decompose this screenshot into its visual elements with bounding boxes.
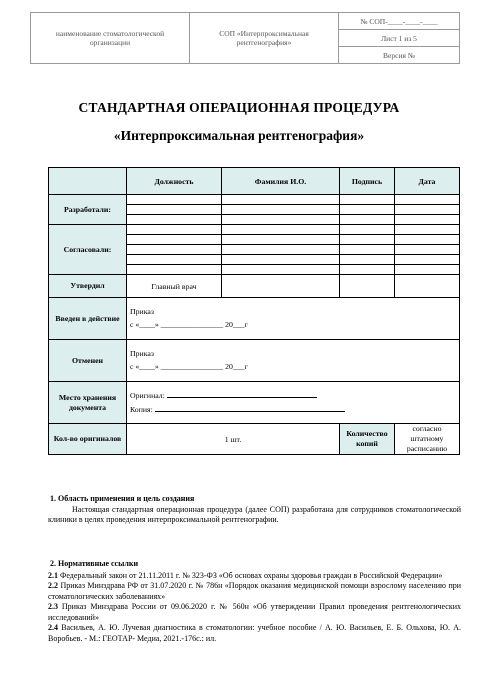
- field[interactable]: [222, 215, 340, 225]
- field[interactable]: [395, 265, 460, 275]
- field[interactable]: [127, 235, 222, 245]
- original-field[interactable]: [167, 389, 317, 398]
- field[interactable]: [222, 195, 340, 205]
- field[interactable]: [395, 205, 460, 215]
- field[interactable]: [127, 245, 222, 255]
- copies-count-label: Количество копий: [340, 424, 395, 455]
- storage-cell[interactable]: [127, 382, 460, 424]
- document-header: [30, 12, 460, 64]
- field[interactable]: [340, 205, 395, 215]
- section-1-text: Настоящая стандартная операционная процедура (далее СОП) разработана для сотрудников стоматологической клиники в целях проведения интерпроксимальной рентгенографии.: [48, 504, 461, 525]
- org-name: наименование стоматологической организации: [31, 13, 190, 64]
- row-developed-label: Разработали:: [49, 195, 127, 225]
- section-2: [48, 559, 461, 644]
- document-title: СТАНДАРТНАЯ ОПЕРАЦИОННАЯ ПРОЦЕДУРА: [78, 100, 400, 115]
- approval-table: [48, 167, 460, 455]
- field[interactable]: [395, 195, 460, 205]
- field[interactable]: [127, 205, 222, 215]
- field[interactable]: [395, 275, 460, 298]
- field[interactable]: [340, 195, 395, 205]
- row-agreed-label: Согласовали:: [49, 225, 127, 275]
- cancelled-order[interactable]: [127, 340, 460, 382]
- field[interactable]: [127, 265, 222, 275]
- col-position: Должность: [127, 168, 222, 195]
- field[interactable]: [222, 255, 340, 265]
- field[interactable]: [340, 215, 395, 225]
- field[interactable]: [340, 275, 395, 298]
- original-label: Оригинал:: [130, 391, 165, 401]
- field[interactable]: [222, 225, 340, 235]
- col-signature: Подпись: [340, 168, 395, 195]
- field[interactable]: [340, 225, 395, 235]
- originals-count-value: 1 шт.: [127, 424, 340, 455]
- reference-item: 2.4 Васильев, А. Ю. Лучевая диагностика в стоматологии: учебное пособие / А. Ю. Васильев, Е. Б. Ольхова, Ю. А. Воробьев. - М.: ГЕОТАР- Медиа, 2021.-176с.: ил.: [48, 623, 461, 643]
- order-word: Приказ: [130, 307, 154, 317]
- col-name: Фамилия И.О.: [222, 168, 340, 195]
- field[interactable]: [127, 225, 222, 235]
- introduced-order[interactable]: [127, 298, 460, 340]
- field[interactable]: [127, 215, 222, 225]
- field[interactable]: [222, 205, 340, 215]
- col-date: Дата: [395, 168, 460, 195]
- reference-item: 2.3 Приказ Минздрава России от 09.06.2020 г. № 560н «Об утверждении Правил проведения рентгенологических исследований»: [48, 602, 462, 622]
- order-date: с «____» ________________ 20___г: [130, 361, 248, 371]
- version-number: Версия №: [339, 47, 460, 64]
- field[interactable]: [127, 255, 222, 265]
- section-1: [48, 494, 461, 526]
- field[interactable]: [222, 265, 340, 275]
- field[interactable]: [340, 245, 395, 255]
- field[interactable]: [222, 275, 340, 298]
- copy-label: Копия:: [130, 404, 153, 414]
- field[interactable]: [127, 195, 222, 205]
- section-2-title: 2. Нормативные ссылки: [50, 559, 139, 568]
- order-word: Приказ: [130, 349, 154, 359]
- sop-number: № СОП-____-____-____: [339, 13, 460, 30]
- originals-count-label: Кол-во оригиналов: [49, 424, 127, 455]
- copy-field[interactable]: [155, 403, 345, 412]
- section-1-title: 1. Область применения и цель создания: [50, 494, 195, 503]
- field[interactable]: [340, 265, 395, 275]
- corner-cell: [49, 168, 127, 195]
- field[interactable]: [222, 245, 340, 255]
- reference-item: 2.2 Приказ Минздрава РФ от 31.07.2020 г. № 786н «Порядок оказания медицинской помощи взрослому населению при стоматологических заболеваниях»: [48, 581, 462, 601]
- row-storage-label: Место хранения документа: [49, 382, 127, 424]
- order-date: с «____» ________________ 20___г: [130, 319, 248, 329]
- sop-name: СОП «Интерпроксимальная рентгенография»: [190, 13, 339, 64]
- field[interactable]: [395, 235, 460, 245]
- row-cancelled-label: Отменен: [49, 340, 127, 382]
- field[interactable]: [340, 255, 395, 265]
- reference-item: 2.1 Федеральный закон от 21.11.2011 г. № 323-ФЗ «Об основах охраны здоровья граждан в Российской Федерации»: [48, 570, 443, 580]
- field[interactable]: [395, 245, 460, 255]
- field[interactable]: [395, 215, 460, 225]
- field[interactable]: [395, 225, 460, 235]
- row-introduced-label: Введен в действие: [49, 298, 127, 340]
- approved-position: Главный врач: [127, 275, 222, 298]
- sheet-number: Лист 1 из 5: [339, 30, 460, 47]
- row-approved-label: Утвердил: [49, 275, 127, 298]
- document-subtitle: «Интерпроксимальная рентгенография»: [113, 128, 365, 143]
- field[interactable]: [340, 235, 395, 245]
- field[interactable]: [222, 235, 340, 245]
- copies-count-value: согласно штатному расписанию: [395, 424, 460, 455]
- field[interactable]: [395, 255, 460, 265]
